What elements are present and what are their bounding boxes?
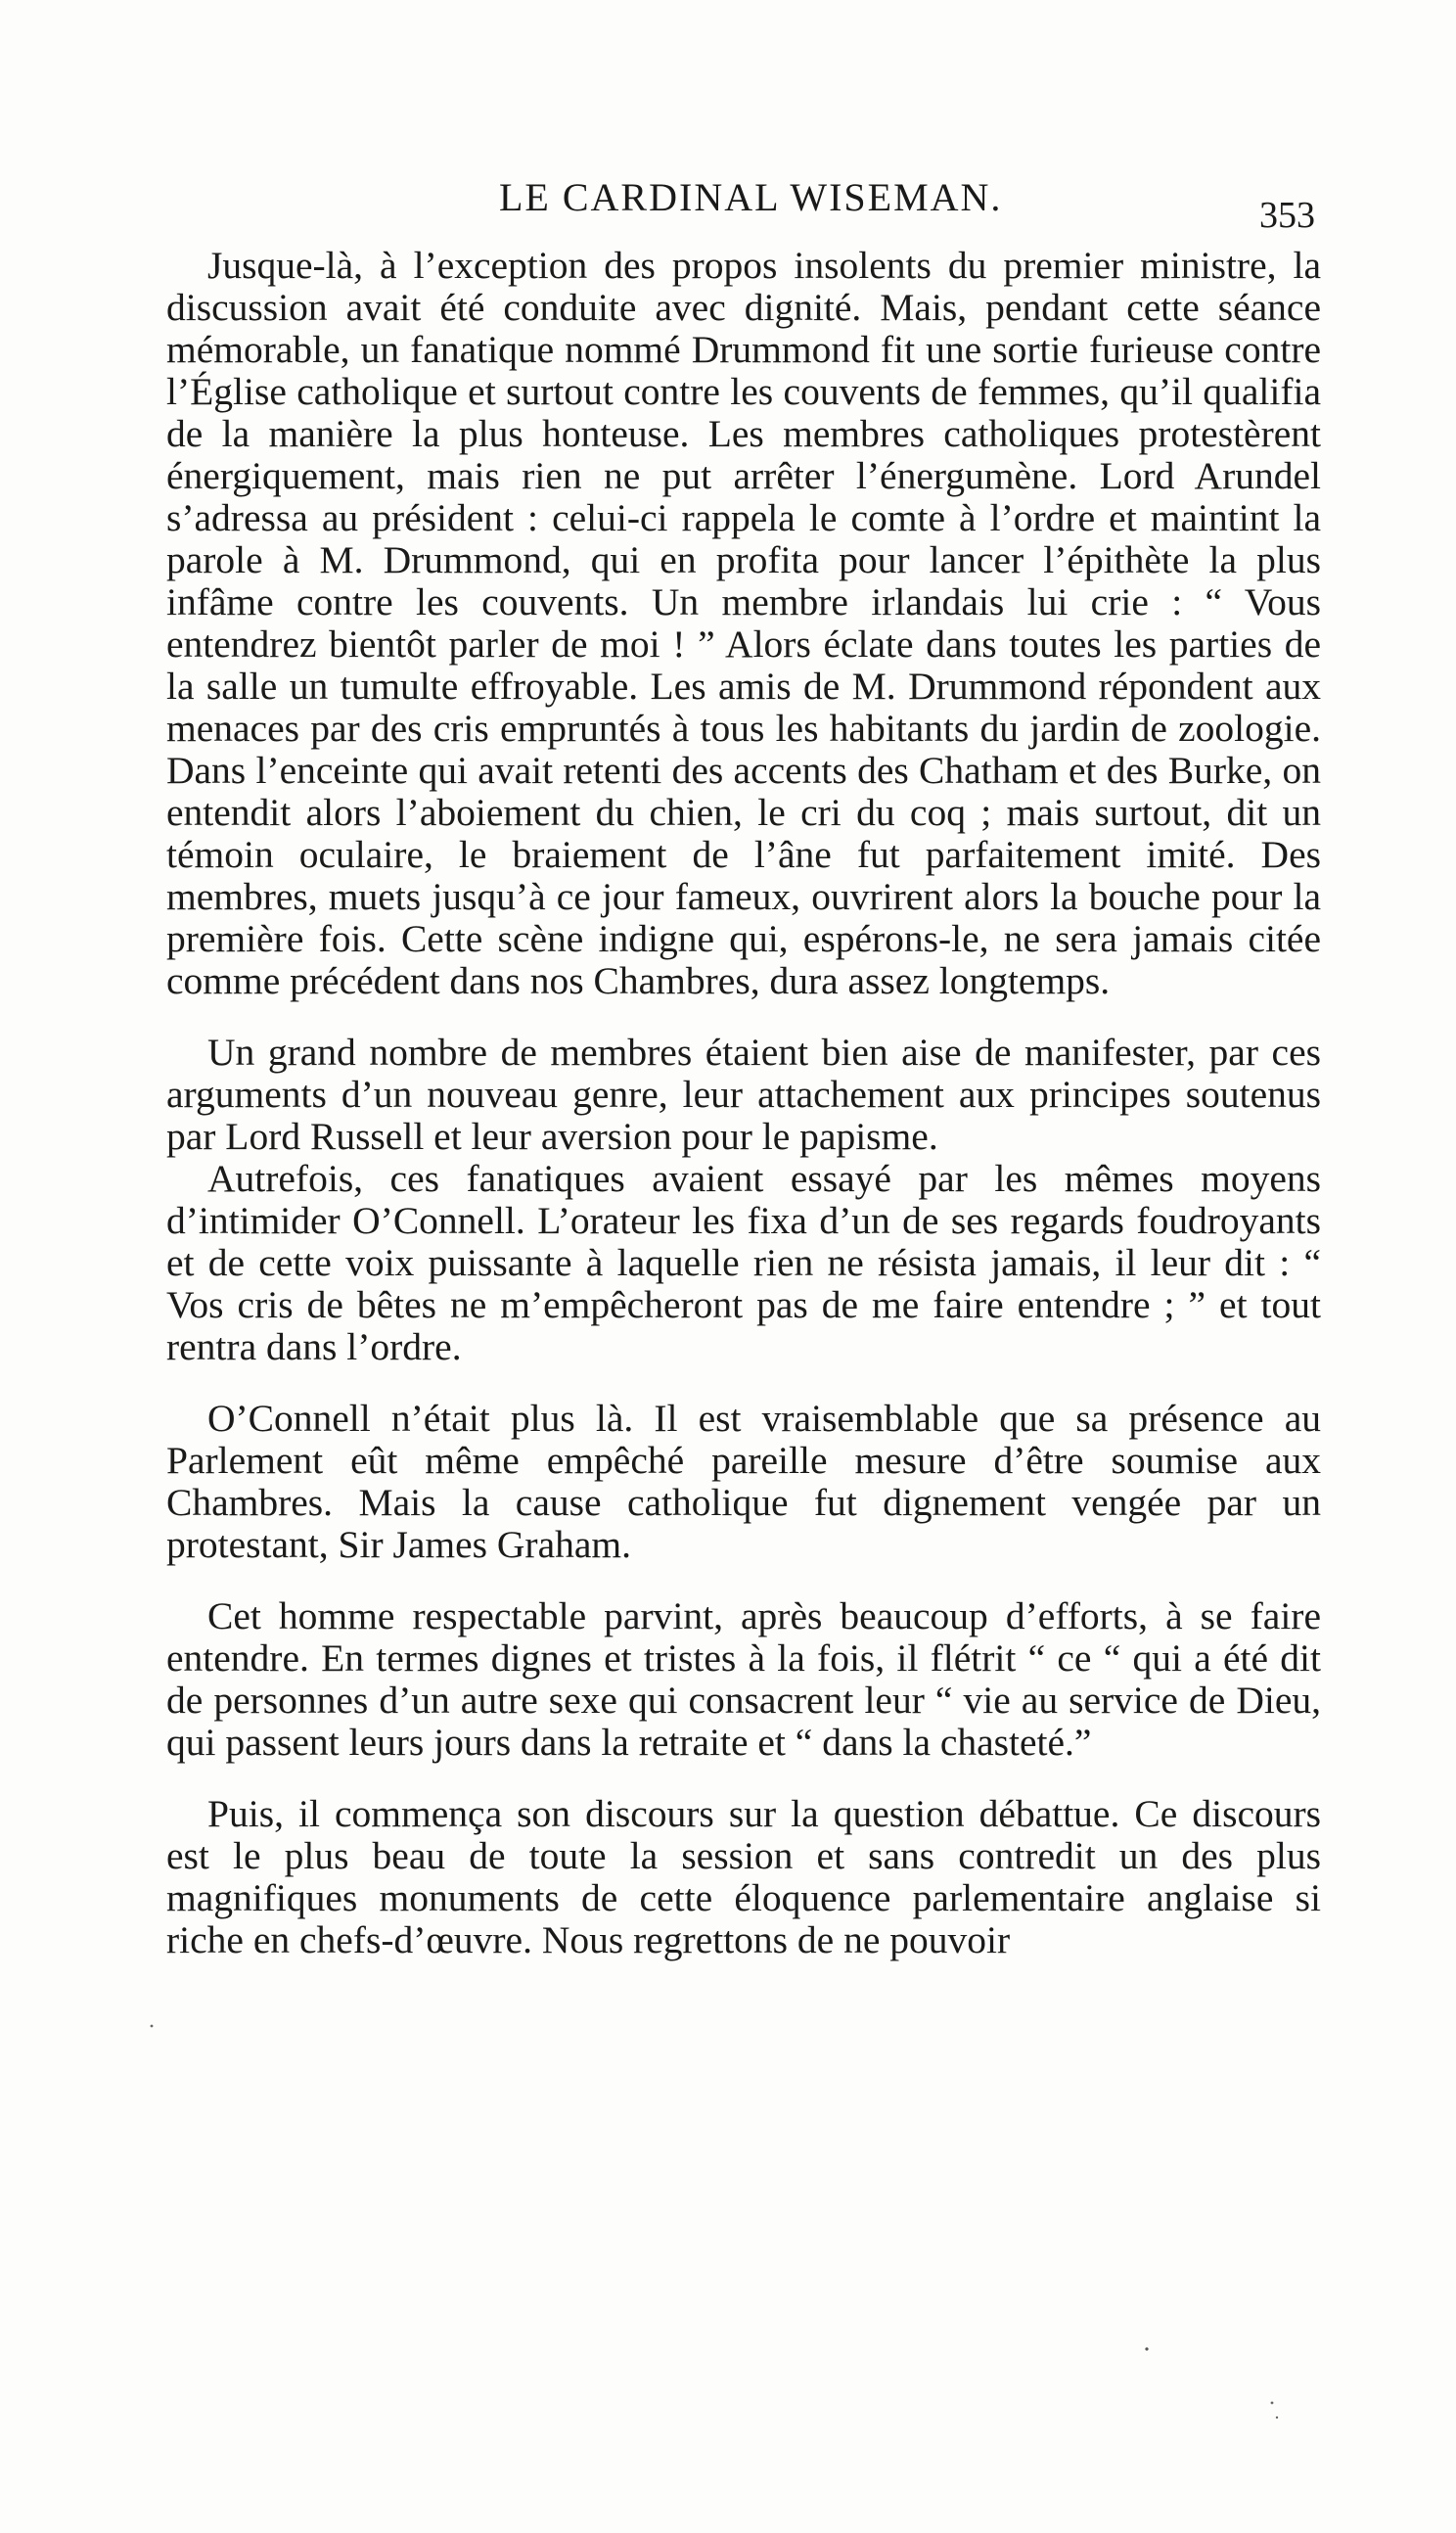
paragraph-oconnell-absent: O’Connell n’était plus là. Il est vraisemblable que sa présence au Parlement eût même empêché pareille mesure d’être soumise aux Chambres. Mais la cause catholique fut dignement vengée par un protestant, Sir James Graham. <box>166 1397 1321 1566</box>
paragraph-graham-speech: Cet homme respectable parvint, après beaucoup d’efforts, à se faire entendre. En termes dignes et tristes à la fois, il flétrit “ ce “ qui a été dit de personnes d’un autre sexe qui consacrent leur “ vie au service de Dieu, qui passent leurs jours dans la retraite et “ dans la chasteté.” <box>166 1594 1321 1764</box>
speck <box>1271 2402 1274 2405</box>
paragraph-drummond-incident: Jusque-là, à l’exception des propos insolents du premier ministre, la discussion avait été conduite avec dignité. Mais, pendant cette séance mémorable, un fanatique nommé Drummond fit une sortie furieuse contre l’Église catholique et surtout contre les couvents de femmes, qu’il qualifia de la manière la plus honteuse. Les membres catholiques protestèrent énergiquement, mais rien ne put arrêter l’énergumène. Lord Arundel s’adressa au président : celui-ci rappela le comte à l’ordre et maintint la parole à M. Drummond, qui en profita pour lancer l’épithète la plus infâme contre les couvents. Un membre irlandais lui crie : “ Vous entendrez bientôt parler de moi ! ” Alors éclate dans toutes les parties de la salle un tumulte effroyable. Les amis de M. Drummond répondent aux menaces par des cris empruntés à tous les habitants du jardin de zoologie. Dans l’enceinte qui avait retenti des accents des Chatham et des Burke, on entendit alors l’aboiement du chien, le cri du coq ; mais surtout, dit un témoin oculaire, le braiement de l’âne fut parfaitement imité. Des membres, muets jusqu’à ce jour fameux, ouvrirent alors la bouche pour la première fois. Cette scène indigne qui, espérons-le, ne sera jamais citée comme précédent dans nos Chambres, dura assez longtemps. <box>166 244 1321 1002</box>
page-number: 353 <box>1259 195 1315 236</box>
paragraph-discourse: Puis, il commença son discours sur la question débattue. Ce discours est le plus beau de toute la session et sans contredit un des plus magnifiques monuments de cette éloquence parlementaire anglaise si riche en chefs-d’œuvre. Nous regrettons de ne pouvoir <box>166 1792 1321 1961</box>
speck <box>1145 2347 1148 2350</box>
paragraph-oconnell-past: Autrefois, ces fanatiques avaient essayé par les mêmes moyens d’intimider O’Connell. L’orateur les fixa d’un de ses regards foudroyants et de cette voix puissante à laquelle rien ne résista jamais, il leur dit : “ Vos cris de bêtes ne m’empêcheront pas de me faire entendre ; ” et tout rentra dans l’ordre. <box>166 1157 1321 1368</box>
body-text <box>166 245 1321 1961</box>
running-head <box>166 174 1321 236</box>
running-title: LE CARDINAL WISEMAN. <box>499 175 1003 219</box>
speck <box>151 2025 154 2028</box>
paragraph-members-manifest: Un grand nombre de membres étaient bien aise de manifester, par ces arguments d’un nouveau genre, leur attachement aux principes soutenus par Lord Russell et leur aversion pour le papisme. <box>166 1031 1321 1158</box>
speck <box>1276 2417 1278 2418</box>
